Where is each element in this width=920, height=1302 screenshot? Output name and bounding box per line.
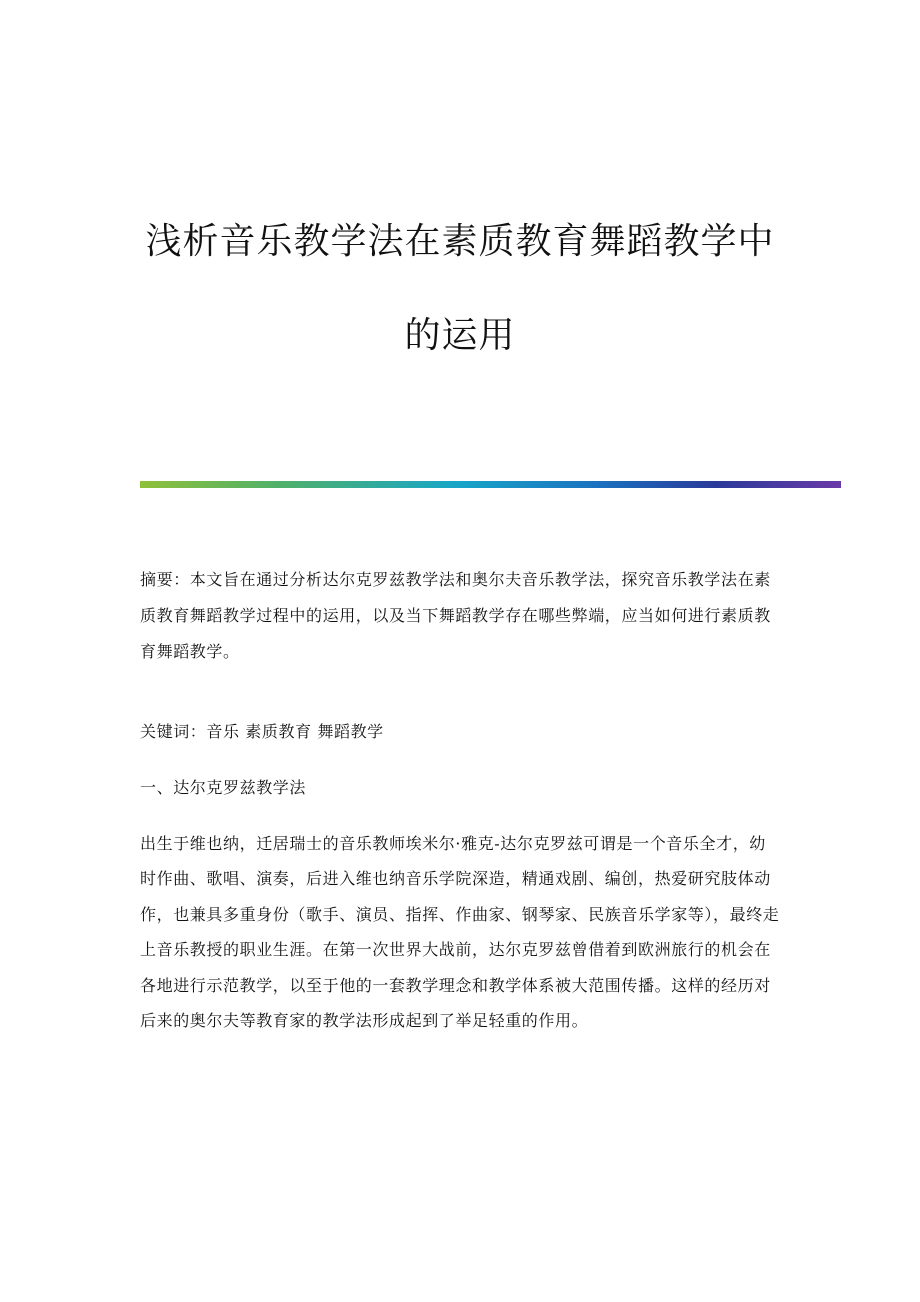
keywords-line: 关键词：音乐 素质教育 舞蹈教学 [140,722,384,741]
document-title-line-1: 浅析音乐教学法在素质教育舞蹈教学中 [145,221,775,262]
gradient-divider [140,481,841,488]
document-title-line-2: 的运用 [404,315,516,356]
section-heading: 一、达尔克罗兹教学法 [140,778,307,797]
section-body-paragraph: 出生于维也纳，迁居瑞士的音乐教师埃米尔·雅克-达尔克罗兹可谓是一个音乐全才，幼时作曲、歌唱、演奏，后进入维也纳音乐学院深造，精通戏剧、编创，热爱研究肢体动作，也兼具多重身份（歌手、演员、指挥、作曲家、钢琴家、民族音乐学家等），最终走上音乐教授的职业生涯。在第一次世界大战前，达尔克罗兹曾借着到欧洲旅行的机会在各地进行示范教学，以至于他的一套教学理念和教学体系被大范围传播。这样的经历对后来的奥尔夫等教育家的教学法形成起到了举足轻重的作用。 [140,834,780,1031]
abstract-paragraph: 摘要：本文旨在通过分析达尔克罗兹教学法和奥尔夫音乐教学法，探究音乐教学法在素质教育舞蹈教学过程中的运用，以及当下舞蹈教学存在哪些弊端，应当如何进行素质教育舞蹈教学。 [140,570,771,661]
